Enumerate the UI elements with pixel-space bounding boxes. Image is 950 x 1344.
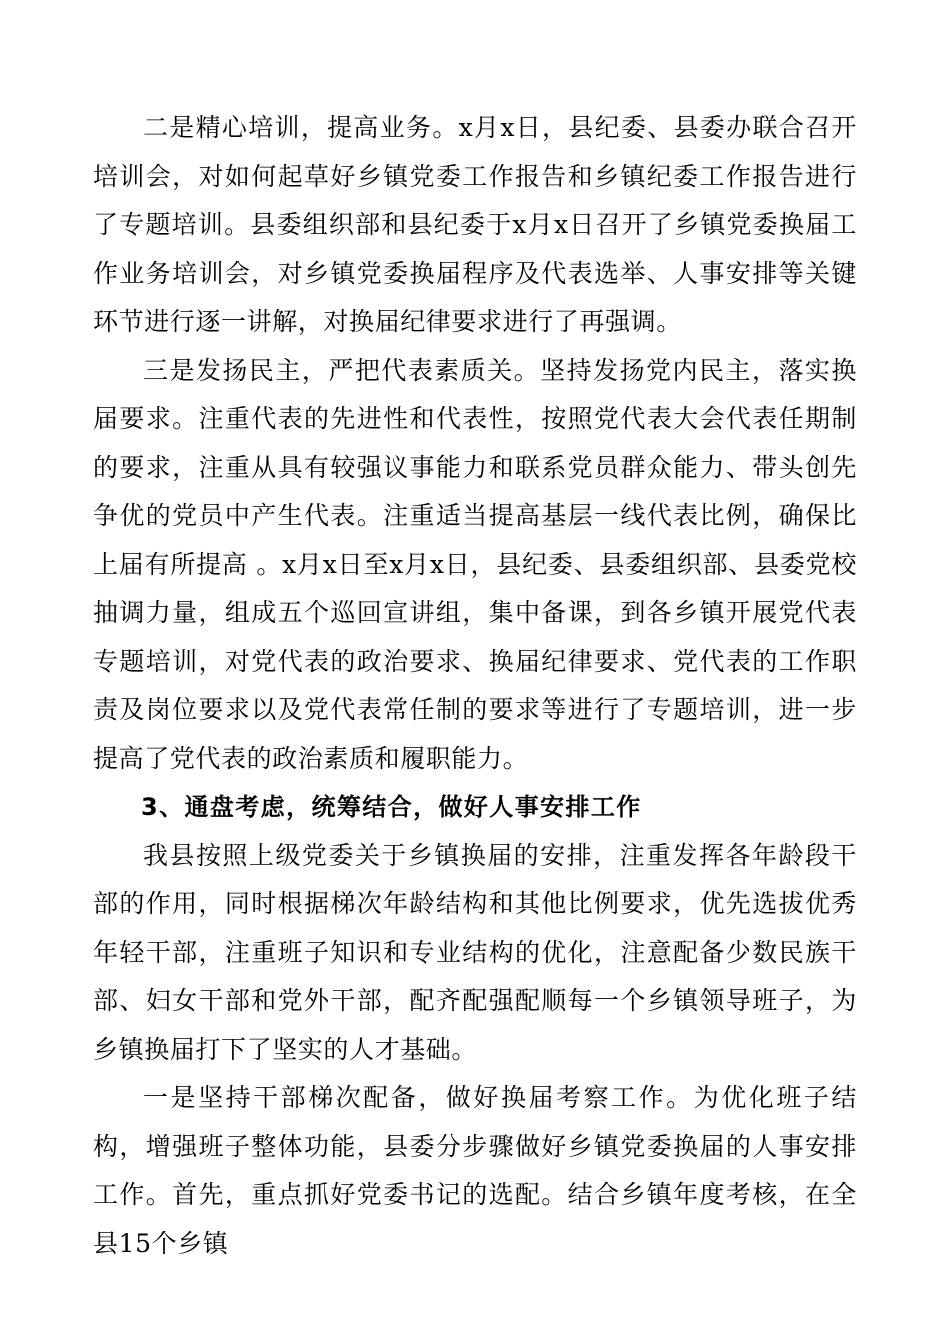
paragraph-personnel: 我县按照上级党委关于乡镇换届的安排，注重发挥各年龄段干部的作用，同时根据梯次年龄结构和其他比例要求，优先选拔优秀年轻干部，注重班子知识和专业结构的优化，注意配备少数民族干部、妇女干部和党外干部，配齐配强配顺每一个乡镇领导班子，为乡镇换届打下了坚实的人才基础。 xyxy=(93,840,857,1064)
section-heading: 3、通盘考虑，统筹结合，做好人事安排工作 xyxy=(141,793,642,821)
paragraph-training: 二是精心培训，提高业务。x月x日，县纪委、县委办联合召开培训会，对如何起草好乡镇党委工作报告和乡镇纪委工作报告进行了专题培训。县委组织部和县纪委于x月x日召开了乡镇党委换届工作业务培训会，对乡镇党委换届程序及代表选举、人事安排等关键环节进行逐一讲解，对换届纪律要求进行了再强调。 xyxy=(93,113,857,336)
paragraph-cadre-echelon: 一是坚持干部梯次配备，做好换届考察工作。为优化班子结构，增强班子整体功能，县委分步骤做好乡镇党委换届的人事安排工作。首先，重点抓好党委书记的选配。结合乡镇年度考核，在全县15个乡镇 xyxy=(93,1083,857,1258)
paragraph-democracy: 三是发扬民主，严把代表素质关。坚持发扬党内民主，落实换届要求。注重代表的先进性和代表性，按照党代表大会代表任期制的要求，注重从具有较强议事能力和联系党员群众能力、带头创先争优的党员中产生代表。注重适当提高基层一线代表比例，确保比上届有所提高 。x月x日至x月x日，县纪委、县委组织部、县委党校抽调力量，组成五个巡回宣讲组，集中备课，到各乡镇开展党代表专题培训，对党代表的政治要求、换届纪律要求、党代表的工作职责及岗位要求以及党代表常任制的要求等进行了专题培训，进一步提高了党代表的政治素质和履职能力。 xyxy=(93,355,857,773)
